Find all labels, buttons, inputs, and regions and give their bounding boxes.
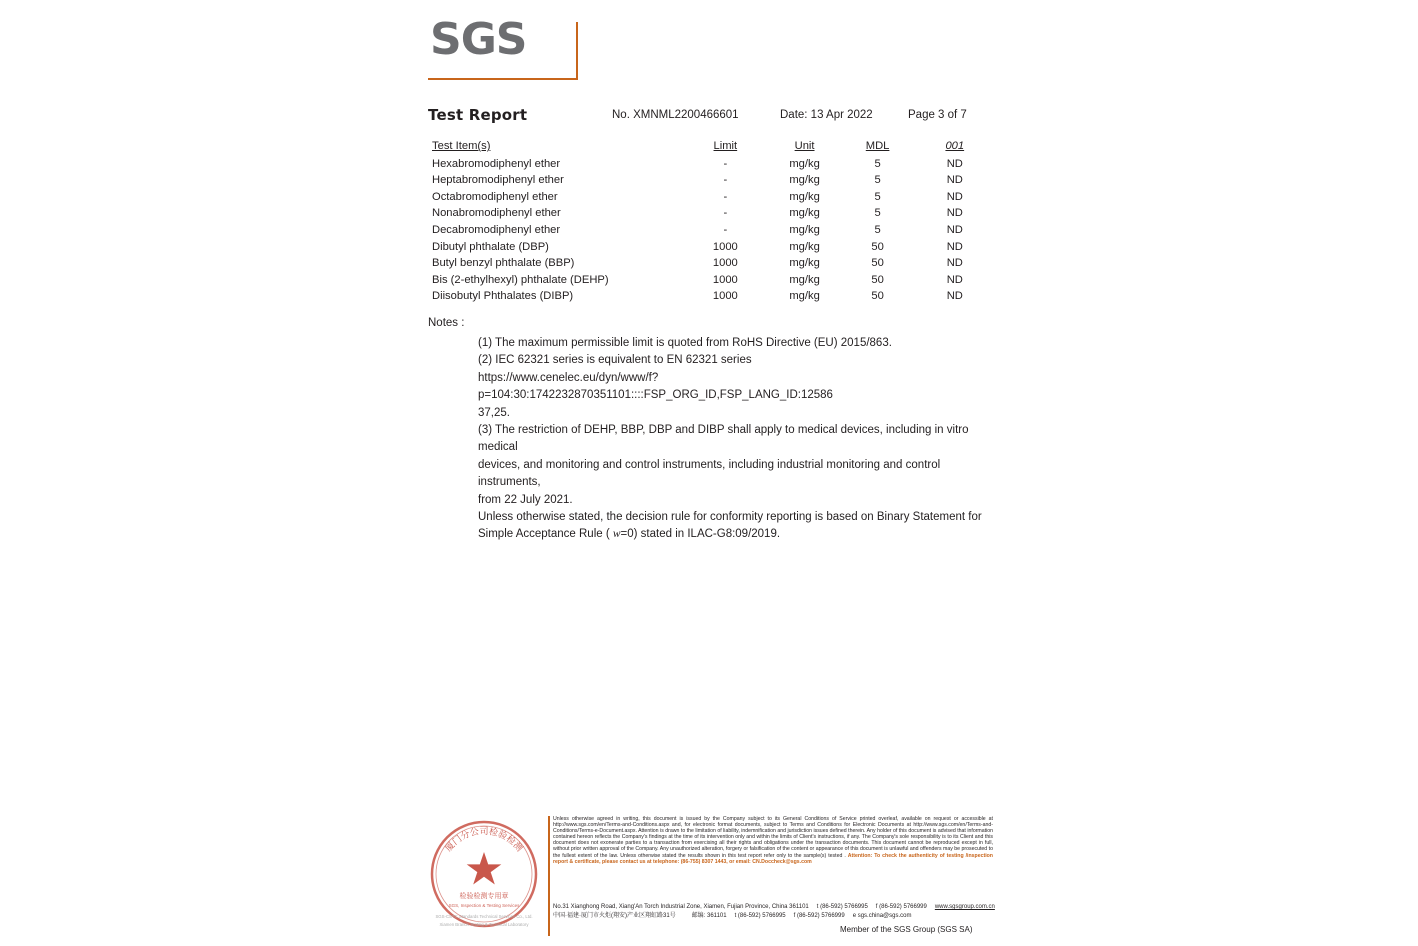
table-row bbox=[428, 172, 998, 189]
report-number: No. XMNML2200466601 bbox=[612, 109, 739, 121]
table-row bbox=[428, 222, 998, 239]
address-english-tel: t (86-592) 5766995 bbox=[816, 904, 868, 910]
cell-test-item: Bis (2-ethylhexyl) phthalate (DEHP) bbox=[432, 273, 609, 286]
table-row bbox=[428, 288, 998, 305]
notes-body bbox=[478, 335, 1003, 544]
note-decision-rule-suffix: =0) stated in ILAC-G8:09/2019. bbox=[620, 528, 781, 541]
note-item-1: (1) The maximum permissible limit is quoted from RoHS Directive (EU) 2015/863. bbox=[478, 337, 892, 349]
note-url: https://www.cenelec.eu/dyn/www/f?p=104:30:1742232870351101::::FSP_ORG_ID,FSP_LANG_ID:12586 bbox=[478, 371, 833, 402]
cell-result: ND bbox=[946, 207, 963, 220]
svg-text:SGS, Inspection & Testing Serv: SGS, Inspection & Testing Services bbox=[448, 903, 520, 908]
cell-unit: mg/kg bbox=[789, 273, 820, 286]
terms-body: Unless otherwise agreed in writing, this document is issued by the Company subject to its General Conditions of Service printed overleaf, available on request or accessible at http://www.sgs.com/en/Terms-and-Conditions.aspx and, for electronic format documents, subject to Terms and Conditions for Electronic Documents at http://www.sgs.com/en/Terms-and-Conditions/Terms-e-Document.aspx. Attention is drawn to the limitation of liability, indemnification and jurisdiction issues defined therein. Any holder of this document is advised that information contained hereon reflects the Company's findings at the time of its intervention only and within the limits of Client's instructions, if any. The Company's sole responsibility is to its Client and this document does not exonerate parties to a transaction from exercising all their rights and obligations under the transaction documents. This document cannot be reproduced except in full, without prior written approval of the Company. Any unauthorized alteration, forgery or falsification of the content or appearance of this document is unlawful and offenders may be prosecuted to the fullest extent of the law. Unless otherwise stated the results shown in this test report refer only to the sample(s) tested . bbox=[553, 816, 993, 859]
logo-horizontal-rule bbox=[428, 78, 578, 80]
address-chinese-tel: t (86-592) 5766995 bbox=[734, 913, 786, 919]
cell-result: ND bbox=[946, 257, 963, 270]
sgs-logo bbox=[428, 14, 578, 80]
cell-mdl: 50 bbox=[871, 240, 884, 253]
column-header-mdl: MDL bbox=[865, 140, 890, 152]
logo-vertical-rule bbox=[576, 22, 578, 80]
terms-and-conditions-text bbox=[553, 816, 993, 865]
table-row bbox=[428, 272, 998, 289]
footer-vertical-rule bbox=[548, 816, 550, 936]
svg-text:厦门分公司检验检测: 厦门分公司检验检测 bbox=[443, 827, 525, 854]
cell-test-item: Hexabromodiphenyl ether bbox=[432, 157, 561, 170]
note-w-variable: w bbox=[612, 528, 621, 541]
cell-mdl: 50 bbox=[871, 273, 884, 286]
svg-text:Xiamen Branch Testing & Techni: Xiamen Branch Testing & Technical Laboratory bbox=[439, 922, 529, 927]
cell-unit: mg/kg bbox=[789, 240, 820, 253]
member-notice: Member of the SGS Group (SGS SA) bbox=[840, 925, 973, 934]
table-row bbox=[428, 189, 998, 206]
cell-unit: mg/kg bbox=[789, 290, 820, 303]
address-english-fax: f (86-592) 5766999 bbox=[875, 904, 927, 910]
column-header-test-item: Test Item(s) bbox=[432, 140, 491, 152]
note-item-2: (2) IEC 62321 series is equivalent to EN 62321 series bbox=[478, 354, 752, 367]
note-item-3-line2: devices, and monitoring and control instruments, including industrial monitoring and control instruments, bbox=[478, 458, 941, 489]
column-header-unit: Unit bbox=[794, 140, 815, 152]
svg-text:检验检测专用章: 检验检测专用章 bbox=[459, 892, 509, 900]
cell-mdl: 5 bbox=[874, 174, 881, 187]
cell-limit: - bbox=[723, 157, 728, 170]
report-header bbox=[428, 106, 998, 128]
cell-limit: 1000 bbox=[712, 273, 738, 286]
cell-unit: mg/kg bbox=[789, 223, 820, 236]
address-chinese: 中国·福建·厦门市火炬(翔安)产业区翔虹路31号 bbox=[553, 913, 676, 919]
column-header-limit: Limit bbox=[713, 140, 738, 152]
cell-limit: 1000 bbox=[712, 240, 738, 253]
cell-mdl: 5 bbox=[874, 207, 881, 220]
table-row bbox=[428, 239, 998, 256]
cell-result: ND bbox=[946, 273, 963, 286]
cell-test-item: Octabromodiphenyl ether bbox=[432, 190, 558, 203]
cell-limit: - bbox=[723, 207, 728, 220]
address-chinese-fax: f (86-592) 5766999 bbox=[793, 913, 845, 919]
table-header-row bbox=[428, 138, 998, 156]
cell-test-item: Heptabromodiphenyl ether bbox=[432, 174, 564, 187]
note-url-continued: 37,25. bbox=[478, 406, 510, 419]
page-title: Test Report bbox=[428, 106, 528, 124]
notes-label: Notes : bbox=[428, 317, 465, 329]
terms-attention[interactable]: Attention: To check the authenticity of testing /inspection report & certificate, please contact us at telephone: (86-755) 8307 1443, or email: CN.Doccheck@sgs.com bbox=[553, 852, 993, 865]
cell-mdl: 5 bbox=[874, 223, 881, 236]
cell-result: ND bbox=[946, 290, 963, 303]
cell-result: ND bbox=[946, 223, 963, 236]
sgs-logo-text: SGS bbox=[430, 14, 527, 65]
address-english: No.31 Xianghong Road, Xiang'An Torch Industrial Zone, Xiamen, Fujian Province, China 361101 bbox=[553, 904, 809, 910]
cell-result: ND bbox=[946, 190, 963, 203]
cell-mdl: 50 bbox=[871, 290, 884, 303]
cell-unit: mg/kg bbox=[789, 174, 820, 187]
cell-mdl: 50 bbox=[871, 257, 884, 270]
document-footer bbox=[0, 806, 1418, 946]
cell-test-item: Dibutyl phthalate (DBP) bbox=[432, 240, 549, 253]
note-decision-rule-prefix: Simple Acceptance Rule ( bbox=[478, 528, 613, 541]
table-row bbox=[428, 205, 998, 222]
cell-unit: mg/kg bbox=[789, 207, 820, 220]
footer-address-block bbox=[553, 903, 998, 921]
test-results-table bbox=[428, 138, 998, 305]
address-chinese-line bbox=[553, 912, 998, 921]
cell-limit: - bbox=[723, 190, 728, 203]
cell-test-item: Butyl benzyl phthalate (BBP) bbox=[432, 257, 575, 270]
cell-result: ND bbox=[946, 157, 963, 170]
cell-limit: - bbox=[723, 174, 728, 187]
table-row bbox=[428, 255, 998, 272]
cell-test-item: Decabromodiphenyl ether bbox=[432, 223, 561, 236]
address-website[interactable]: www.sgsgroup.com.cn bbox=[934, 904, 995, 910]
seal-graphic bbox=[424, 814, 544, 934]
cell-limit: 1000 bbox=[712, 257, 738, 270]
cell-limit: - bbox=[723, 223, 728, 236]
cell-unit: mg/kg bbox=[789, 157, 820, 170]
company-seal-stamp bbox=[424, 814, 544, 934]
svg-text:SGS-CSTC Standards Technical S: SGS-CSTC Standards Technical Services Co., Ltd. bbox=[435, 914, 533, 919]
column-header-result: 001 bbox=[945, 140, 965, 152]
cell-test-item: Nonabromodiphenyl ether bbox=[432, 207, 561, 220]
note-item-3-line1: (3) The restriction of DEHP, BBP, DBP and DIBP shall apply to medical devices, including in vitro medical bbox=[478, 424, 969, 454]
report-date: Date: 13 Apr 2022 bbox=[780, 109, 873, 121]
address-email[interactable]: e sgs.china@sgs.com bbox=[852, 913, 912, 919]
cell-mdl: 5 bbox=[874, 190, 881, 203]
cell-unit: mg/kg bbox=[789, 190, 820, 203]
cell-mdl: 5 bbox=[874, 157, 881, 170]
note-decision-rule-line1: Unless otherwise stated, the decision rule for conformity reporting is based on Binary Statement for bbox=[478, 511, 982, 524]
page-number: Page 3 of 7 bbox=[908, 109, 967, 121]
cell-result: ND bbox=[946, 174, 963, 187]
table-row bbox=[428, 156, 998, 173]
address-chinese-zip: 邮编: 361101 bbox=[691, 913, 727, 919]
address-english-line bbox=[553, 903, 998, 912]
note-decision-rule-line2 bbox=[478, 526, 1003, 543]
cell-test-item: Diisobutyl Phthalates (DIBP) bbox=[432, 290, 574, 303]
cell-limit: 1000 bbox=[712, 290, 738, 303]
cell-unit: mg/kg bbox=[789, 257, 820, 270]
cell-result: ND bbox=[946, 240, 963, 253]
note-item-3-line3: from 22 July 2021. bbox=[478, 493, 573, 506]
